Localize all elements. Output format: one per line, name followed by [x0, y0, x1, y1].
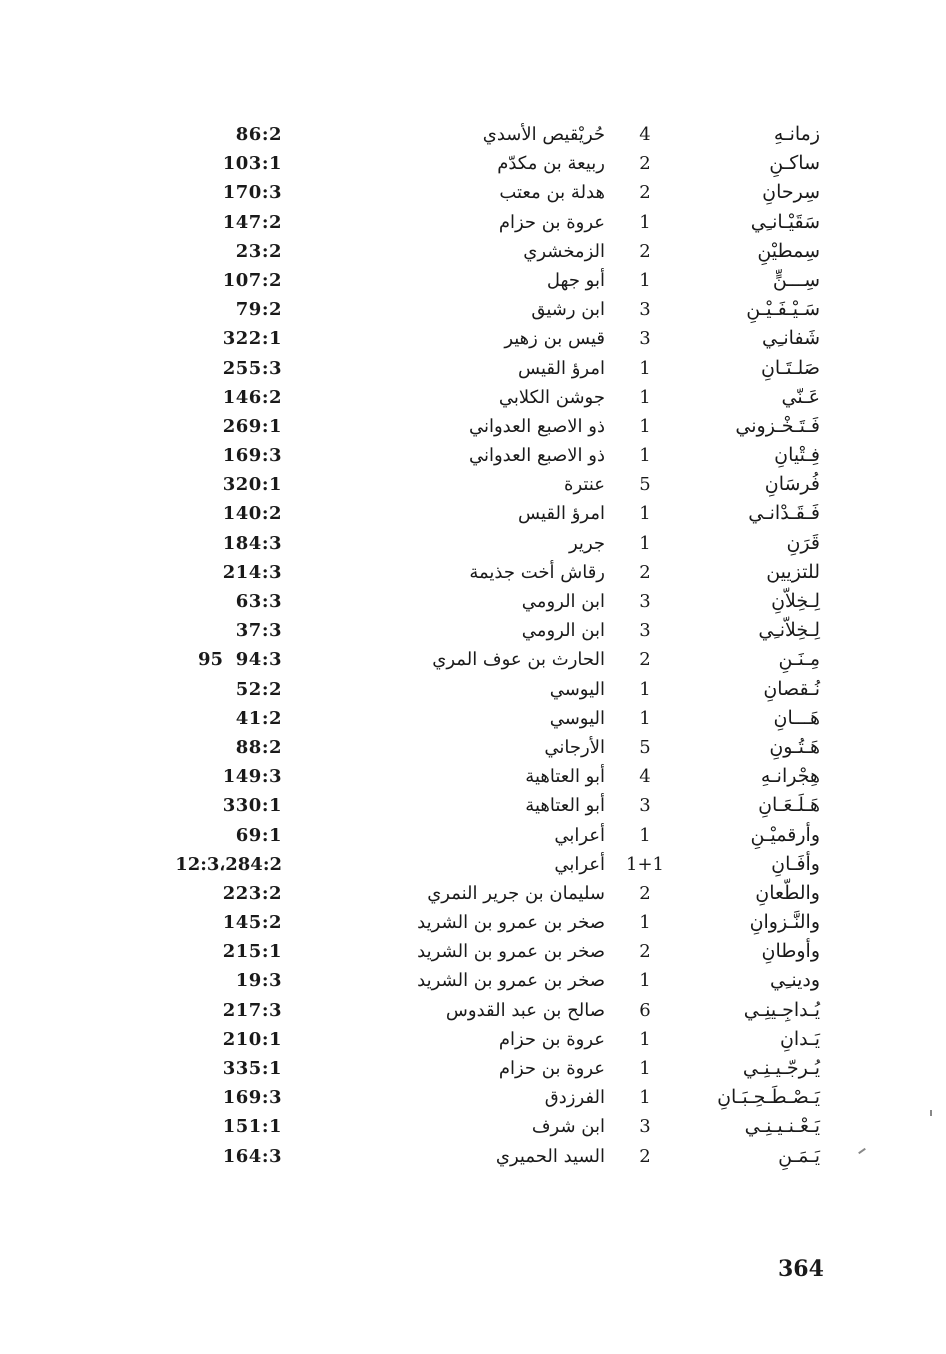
page-reference: 140:2 [222, 503, 282, 525]
table-row [150, 178, 830, 207]
verse-count: 3 [639, 299, 651, 321]
rhyme-word: هَـتُـونِ [769, 735, 820, 758]
rhyme-word: يُـرجّـيـنِـي [742, 1057, 820, 1079]
page-number: 364 [778, 1256, 824, 1282]
poet-name: صخر بن عمرو بن الشريد [417, 970, 605, 992]
rhyme-word: والنَّـزوانِ [749, 911, 820, 934]
table-row [150, 412, 830, 441]
page-reference: 149:3 [222, 766, 282, 788]
page-reference: 12:3،284:2 [175, 853, 282, 875]
page-reference: 322:1 [222, 328, 282, 350]
verse-count: 2 [639, 561, 651, 583]
poet-name: ابن رشيق [531, 299, 605, 321]
rhyme-word: فِـتْيانِ [774, 444, 820, 467]
rhyme-word: يَـصْـطَـحِـبَـانِ [717, 1086, 820, 1109]
rhyme-word: ودينـِي [769, 969, 820, 992]
page-reference: 210:1 [222, 1028, 282, 1050]
table-row [150, 295, 830, 324]
reference-note: 95 [198, 649, 224, 671]
verse-count: 3 [639, 328, 651, 350]
verse-count: 2 [639, 153, 651, 175]
page-reference: 170:3 [222, 182, 282, 204]
page-reference: 94:3 [235, 649, 282, 671]
page-reference: 169:3 [222, 445, 282, 467]
verse-count: 2 [639, 240, 651, 262]
table-row [150, 1025, 830, 1054]
rhyme-word: سِـــنٍّ [772, 268, 820, 291]
poet-name: حُريْقيص الأسدي [482, 124, 605, 145]
poet-name: الأرجاني [544, 736, 605, 758]
page-reference: 320:1 [222, 474, 282, 496]
rhyme-index-table [150, 120, 830, 1171]
table-row [150, 354, 830, 383]
poet-name: السيد الحميري [495, 1145, 605, 1167]
rhyme-word: وأفَـانِ [771, 852, 820, 875]
page-reference: 169:3 [222, 1087, 282, 1109]
poet-name: صخر بن عمرو بن الشريد [417, 912, 605, 934]
poet-name: صخر بن عمرو بن الشريد [417, 941, 605, 963]
rhyme-word: عَـنّي [781, 385, 820, 408]
poet-name: هدلة بن معتب [499, 182, 605, 204]
table-row [150, 1142, 830, 1171]
rhyme-word: هَـلَـعَـانِ [758, 794, 820, 817]
verse-count: 6 [639, 999, 651, 1021]
poet-name: أعرابي [554, 853, 605, 875]
table-row [150, 704, 830, 733]
page-reference: 269:1 [222, 415, 282, 437]
table-row [150, 937, 830, 966]
table-row [150, 383, 830, 412]
verse-count: 1 [639, 1087, 651, 1109]
verse-count: 3 [639, 620, 651, 642]
table-row [150, 966, 830, 995]
page-reference: 19:3 [235, 970, 282, 992]
verse-count: 1 [639, 211, 651, 233]
rhyme-word: والطّعانِ [755, 881, 820, 904]
verse-count: 1 [639, 445, 651, 467]
poet-name: صالح بن عبد القدوس [445, 999, 605, 1021]
page-reference: 41:2 [235, 707, 282, 729]
poet-name: أبو العتاهية [525, 795, 605, 817]
rhyme-word: قَرَنِ [786, 531, 820, 554]
verse-count: 1+1 [626, 853, 664, 875]
poet-name: ابن الرومي [521, 620, 605, 642]
poet-name: عنترة [564, 474, 605, 496]
poet-name: أعرابي [554, 824, 605, 846]
rhyme-word: زمانـهِ [773, 123, 820, 145]
verse-count: 1 [639, 1028, 651, 1050]
poet-name: قيس بن زهير [504, 328, 605, 350]
rhyme-word: فُرسَانِ [764, 473, 820, 496]
page-reference: 52:2 [235, 678, 282, 700]
verse-count: 1 [639, 532, 651, 554]
page-reference: 335:1 [222, 1058, 282, 1079]
table-row [150, 499, 830, 528]
poet-name: رقاش أخت جذيمة [469, 561, 605, 583]
page-reference: 214:3 [222, 561, 282, 583]
poet-name: جوشن الكلابي [498, 386, 605, 408]
table-row [150, 733, 830, 762]
verse-count: 1 [639, 269, 651, 291]
verse-count: 1 [639, 678, 651, 700]
page-reference: 255:3 [222, 357, 282, 379]
rhyme-word: سِرحانِ [762, 181, 820, 204]
poet-name: اليوسي [549, 707, 605, 729]
rhyme-word: وأوطانِ [761, 940, 820, 963]
rhyme-word: شَفانـِي [761, 327, 820, 350]
verse-count: 5 [639, 736, 651, 758]
table-row [150, 908, 830, 937]
table-row [150, 470, 830, 499]
poet-name: الزمخشري [523, 240, 605, 262]
page-reference: 107:2 [222, 269, 282, 291]
stray-mark [858, 1148, 866, 1154]
rhyme-word: يَـدانِ [779, 1027, 820, 1050]
page-reference: 151:1 [222, 1116, 282, 1138]
table-row [150, 1083, 830, 1112]
table-row [150, 149, 830, 178]
verse-count: 1 [639, 415, 651, 437]
rhyme-word: سَقَيْـانـِي [750, 210, 820, 233]
poet-name: جرير [569, 532, 605, 554]
verse-count: 1 [639, 357, 651, 379]
rhyme-word: ساكـنِ [769, 152, 820, 175]
rhyme-word: فَـتَـخْـزوني [735, 414, 820, 437]
rhyme-word: يَـمَـنِ [778, 1144, 820, 1167]
poet-name: أبو جهل [546, 269, 605, 291]
table-row [150, 120, 830, 149]
verse-count: 3 [639, 591, 651, 612]
page-reference: 23:2 [235, 240, 282, 262]
verse-count: 1 [639, 912, 651, 934]
page-reference: 103:1 [222, 153, 282, 175]
verse-count: 2 [639, 941, 651, 963]
table-row [150, 529, 830, 558]
poet-name: عروة بن حزام [498, 1058, 605, 1079]
rhyme-word: مِـنَـنِ [778, 648, 820, 671]
verse-count: 2 [639, 649, 651, 671]
table-row [150, 587, 830, 616]
page-reference: 37:3 [235, 620, 282, 642]
verse-count: 1 [639, 970, 651, 992]
table-row [150, 821, 830, 850]
page-reference: 184:3 [222, 532, 282, 554]
poet-name: عروة بن حزام [498, 1028, 605, 1050]
table-row [150, 208, 830, 237]
verse-count: 4 [639, 124, 651, 145]
poet-name: ذو الاصبع العدواني [468, 445, 605, 467]
poet-name: سليمان بن جرير النمري [427, 882, 605, 904]
table-row [150, 1112, 830, 1141]
verse-count: 2 [639, 182, 651, 204]
table-row [150, 237, 830, 266]
rhyme-word: يَـعْـنـيـنِـي [744, 1115, 820, 1138]
poet-name: ابن الرومي [521, 591, 605, 612]
table-row [150, 791, 830, 820]
table-row [150, 558, 830, 587]
page-reference: 147:2 [222, 211, 282, 233]
verse-count: 1 [639, 503, 651, 525]
verse-count: 4 [639, 766, 651, 788]
rhyme-word: صَلـتَـانِ [760, 356, 820, 379]
page-reference: 79:2 [235, 299, 282, 321]
table-row [150, 996, 830, 1025]
poet-name: عروة بن حزام [498, 211, 605, 233]
verse-count: 5 [639, 474, 651, 496]
table-row [150, 441, 830, 470]
table-row [150, 879, 830, 908]
page-reference: 63:3 [235, 591, 282, 612]
page-reference: 145:2 [222, 912, 282, 934]
table-row [150, 645, 830, 674]
verse-count: 1 [639, 824, 651, 846]
rhyme-word: وأرقميْـنِ [750, 823, 820, 846]
poet-name: أبو العتاهية [525, 766, 605, 788]
table-row [150, 762, 830, 791]
rhyme-word: لِـخِلاّنِ [771, 590, 820, 612]
poet-name: الحارث بن عوف المري [432, 649, 605, 671]
page-reference: 217:3 [222, 999, 282, 1021]
stray-mark [930, 1110, 932, 1116]
rhyme-word: يُـداجِـينِـي [743, 998, 820, 1021]
rhyme-word: هَـــانِ [773, 706, 820, 729]
poet-name: ذو الاصبع العدواني [468, 415, 605, 437]
page-reference: 146:2 [222, 386, 282, 408]
poet-name: امرؤ القيس [518, 503, 605, 525]
verse-count: 3 [639, 1116, 651, 1138]
rhyme-word: نُـقصانِ [763, 677, 820, 700]
poet-name: اليوسي [549, 678, 605, 700]
verse-count: 1 [639, 1058, 651, 1079]
table-row [150, 266, 830, 295]
page-reference: 88:2 [235, 736, 282, 758]
table-row [150, 616, 830, 645]
poet-name: ابن شرف [531, 1116, 605, 1138]
verse-count: 2 [639, 882, 651, 904]
verse-count: 1 [639, 707, 651, 729]
table-row [150, 675, 830, 704]
page-reference: 223:2 [222, 882, 282, 904]
rhyme-word: لِـخِلاّنـِي [758, 619, 820, 642]
verse-count: 2 [639, 1145, 651, 1167]
rhyme-word: للتزيين [766, 560, 820, 583]
rhyme-word: فَـقَـدْانـي [748, 502, 820, 525]
page-reference: 330:1 [222, 795, 282, 817]
page-reference: 86:2 [235, 124, 282, 145]
page-reference: 69:1 [235, 824, 282, 846]
rhyme-word: هِجْرانـهِ [760, 765, 820, 788]
table-row [150, 1054, 830, 1083]
page-reference: 215:1 [222, 941, 282, 963]
poet-name: ربيعة بن مكدّم [497, 153, 605, 175]
poet-name: الفرزدق [544, 1087, 605, 1109]
poet-name: امرؤ القيس [518, 357, 605, 379]
verse-count: 3 [639, 795, 651, 817]
table-row [150, 324, 830, 353]
table-row [150, 850, 830, 879]
page-reference: 164:3 [222, 1145, 282, 1167]
rhyme-word: سَـيْـفَـيْـنِ [746, 298, 820, 321]
verse-count: 1 [639, 386, 651, 408]
rhyme-word: سِمطيْنِ [757, 239, 820, 262]
